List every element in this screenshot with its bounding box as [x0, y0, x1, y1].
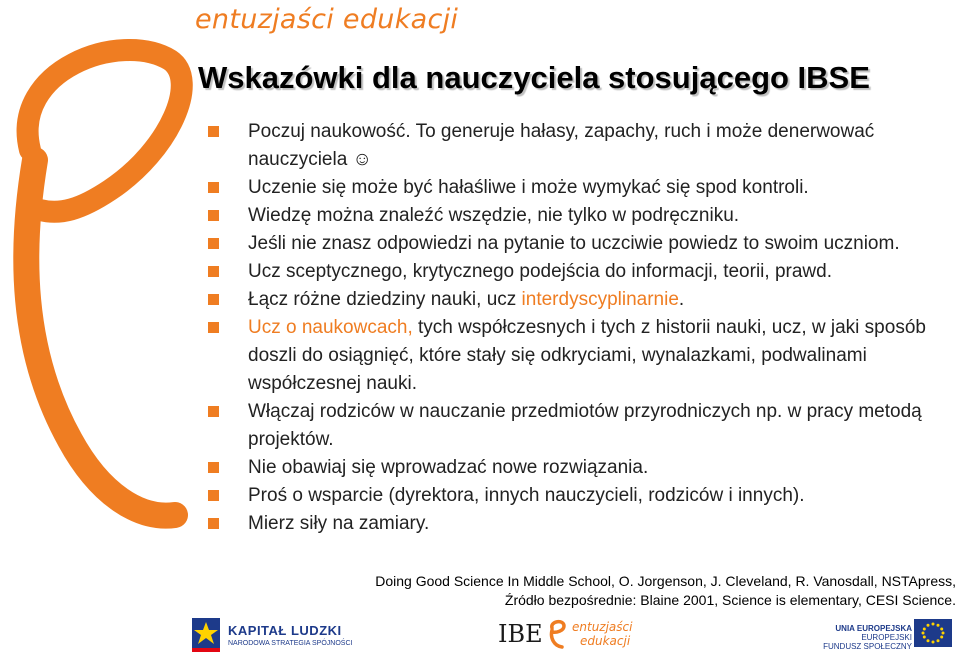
- eu-flag-icon: [914, 619, 952, 647]
- bullet-square-icon: [208, 490, 219, 501]
- bullet-square-icon: [208, 266, 219, 277]
- list-item: Włączaj rodziców w nauczanie przedmiotów przyrodniczych np. w pracy metodą projektów.: [208, 398, 953, 454]
- list-item: Uczenie się może być hałaśliwe i może wymykać się spod kontroli.: [208, 174, 953, 202]
- highlight-text: interdyscyplinarnie: [521, 289, 679, 310]
- tips-list: [208, 118, 953, 538]
- bullet-square-icon: [208, 518, 219, 529]
- bullet-square-icon: [208, 294, 219, 305]
- bullet-square-icon: [208, 182, 219, 193]
- edukacji-text: edukacji: [580, 634, 631, 648]
- bullet-square-icon: [208, 462, 219, 473]
- ibe-logo-text: IBE: [498, 620, 543, 648]
- page-title: Wskazówki dla nauczyciela stosującego IBSE: [198, 60, 870, 95]
- kapital-ludzki-subtitle: NARODOWA STRATEGIA SPÓJNOŚCI: [228, 640, 353, 647]
- entuzjasci-text: entuzjaści: [572, 620, 633, 634]
- bullet-square-icon: [208, 322, 219, 333]
- bullet-square-icon: [208, 210, 219, 221]
- brand-name: entuzjaści edukacji: [195, 4, 459, 35]
- list-item: Mierz siły na zamiary.: [208, 510, 953, 538]
- list-item: Wiedzę można znaleźć wszędzie, nie tylko w podręczniku.: [208, 202, 953, 230]
- bullet-square-icon: [208, 406, 219, 417]
- brand-e-swirl-icon: [0, 0, 200, 560]
- bullet-square-icon: [208, 126, 219, 137]
- list-item: Ucz sceptycznego, krytycznego podejścia do informacji, teorii, prawd.: [208, 258, 953, 286]
- list-item: Proś o wsparcie (dyrektora, innych nauczycieli, rodziców i innych).: [208, 482, 953, 510]
- list-item: Jeśli nie znasz odpowiedzi na pytanie to uczciwie powiedz to swoim uczniom.: [208, 230, 953, 258]
- list-item: Nie obawiaj się wprowadzać nowe rozwiązania.: [208, 454, 953, 482]
- source-line-1: Doing Good Science In Middle School, O. Jorgenson, J. Cleveland, R. Vanosdall, NSTApress,: [375, 573, 956, 589]
- kapital-ludzki-star-icon: [188, 612, 224, 656]
- ibe-e-icon: [546, 618, 570, 650]
- list-item: Łącz różne dziedziny nauki, ucz interdyscyplinarnie.: [208, 286, 953, 314]
- list-item: Ucz o naukowcach, tych współczesnych i tych z historii nauki, ucz, w jaki sposób doszli do osiągnięć, które stały się odkryciami, wynalazkami, podwalinami współczesnej nauki.: [208, 314, 953, 398]
- bullet-square-icon: [208, 238, 219, 249]
- kapital-ludzki-title: KAPITAŁ LUDZKI: [228, 623, 342, 638]
- list-item: Poczuj naukowość. To generuje hałasy, zapachy, ruch i może denerwować nauczyciela ☺: [208, 118, 953, 174]
- source-line-2: Źródło bezpośrednie: Blaine 2001, Science is elementary, CESI Science.: [504, 592, 956, 608]
- highlight-text: Ucz o naukowcach,: [248, 317, 413, 338]
- eu-text: UNIA EUROPEJSKA EUROPEJSKI FUNDUSZ SPOŁECZNY: [823, 624, 912, 651]
